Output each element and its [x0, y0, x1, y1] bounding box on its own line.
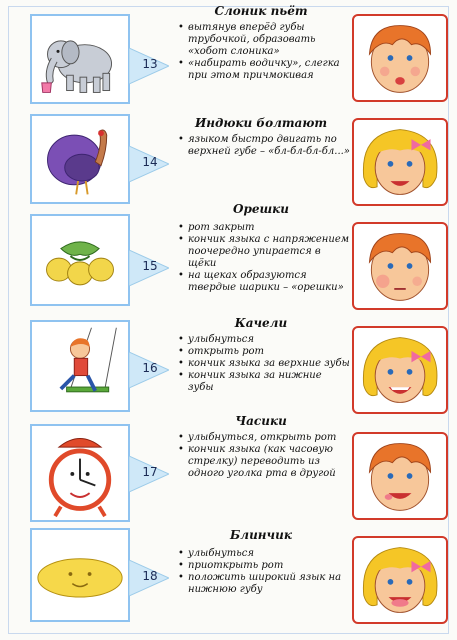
boy-on-swing-icon	[32, 322, 128, 410]
exercise-title: Орешки	[232, 202, 290, 216]
exercise-number-badge	[129, 250, 169, 286]
exercise-step: • на щеках образуются твердые шарики – «орешки»	[178, 270, 350, 294]
exercise-number: 13	[142, 57, 158, 71]
exercise-steps	[178, 548, 350, 596]
girl-face-icon	[354, 328, 446, 412]
exercise-step: • кончик языка за верхние зубы	[178, 358, 350, 370]
exercise-step: • «набирать водичку», слегка при этом причмокивая	[178, 58, 350, 82]
exercise-face	[352, 222, 448, 310]
exercise-picture	[30, 14, 130, 104]
exercise-number: 14	[142, 155, 158, 169]
alarm-clock-icon	[32, 426, 128, 520]
exercise-step: • улыбнуться, открыть рот	[178, 432, 350, 444]
exercise-number: 17	[142, 465, 158, 479]
girl-face-icon	[354, 538, 446, 622]
exercise-steps	[178, 222, 350, 294]
exercise-title: Часики	[235, 414, 287, 428]
exercise-number: 15	[142, 259, 158, 273]
exercise-picture	[30, 424, 130, 522]
exercise-step: • положить широкий язык на нижнюю губу	[178, 572, 350, 596]
exercise-face	[352, 14, 448, 102]
exercise-step: • кончик языка (как часовую стрелку) переводить из одного уголка рта в другой	[178, 444, 350, 480]
exercise-steps	[178, 22, 350, 82]
exercise-number-badge	[129, 456, 169, 492]
exercise-step: • приоткрыть рот	[178, 560, 350, 572]
exercise-steps	[178, 334, 350, 394]
exercise-title: Индюки болтают	[194, 116, 328, 130]
exercise-picture	[30, 320, 130, 412]
exercise-picture	[30, 528, 130, 622]
exercise-title: Слоник пьёт	[214, 4, 308, 18]
boy-face-icon	[354, 16, 446, 100]
pancake-icon	[32, 530, 128, 620]
exercise-face	[352, 432, 448, 520]
exercise-step: • вытянув вперёд губы трубочкой, образовать «хобот слоника»	[178, 22, 350, 58]
exercise-step: • кончик языка с напряжением поочередно упирается в щёки	[178, 234, 350, 270]
elephant-icon	[32, 16, 128, 102]
turkey-icon	[32, 116, 128, 202]
exercise-number-badge	[129, 146, 169, 182]
exercise-face	[352, 326, 448, 414]
exercise-number: 16	[142, 361, 158, 375]
exercise-steps	[178, 134, 350, 158]
exercise-picture	[30, 214, 130, 306]
boy-face-icon	[354, 224, 446, 308]
girl-face-icon	[354, 120, 446, 204]
exercise-number-badge	[129, 352, 169, 388]
exercise-step: • улыбнуться	[178, 548, 350, 560]
exercise-title: Качели	[234, 316, 288, 330]
exercise-step: • открыть рот	[178, 346, 350, 358]
exercise-step: • улыбнуться	[178, 334, 350, 346]
exercise-number-badge	[129, 48, 169, 84]
exercise-face	[352, 118, 448, 206]
exercise-face	[352, 536, 448, 624]
exercise-steps	[178, 432, 350, 480]
exercise-number: 18	[142, 569, 158, 583]
exercise-step: • языком быстро двигать по верхней губе – «бл-бл-бл-бл...»	[178, 134, 350, 158]
exercise-picture	[30, 114, 130, 204]
hazelnuts-icon	[32, 216, 128, 304]
exercise-title: Блинчик	[230, 528, 292, 542]
exercise-step: • кончик языка за нижние зубы	[178, 370, 350, 394]
exercise-number-badge	[129, 560, 169, 596]
boy-face-icon	[354, 434, 446, 518]
exercise-step: • рот закрыт	[178, 222, 350, 234]
